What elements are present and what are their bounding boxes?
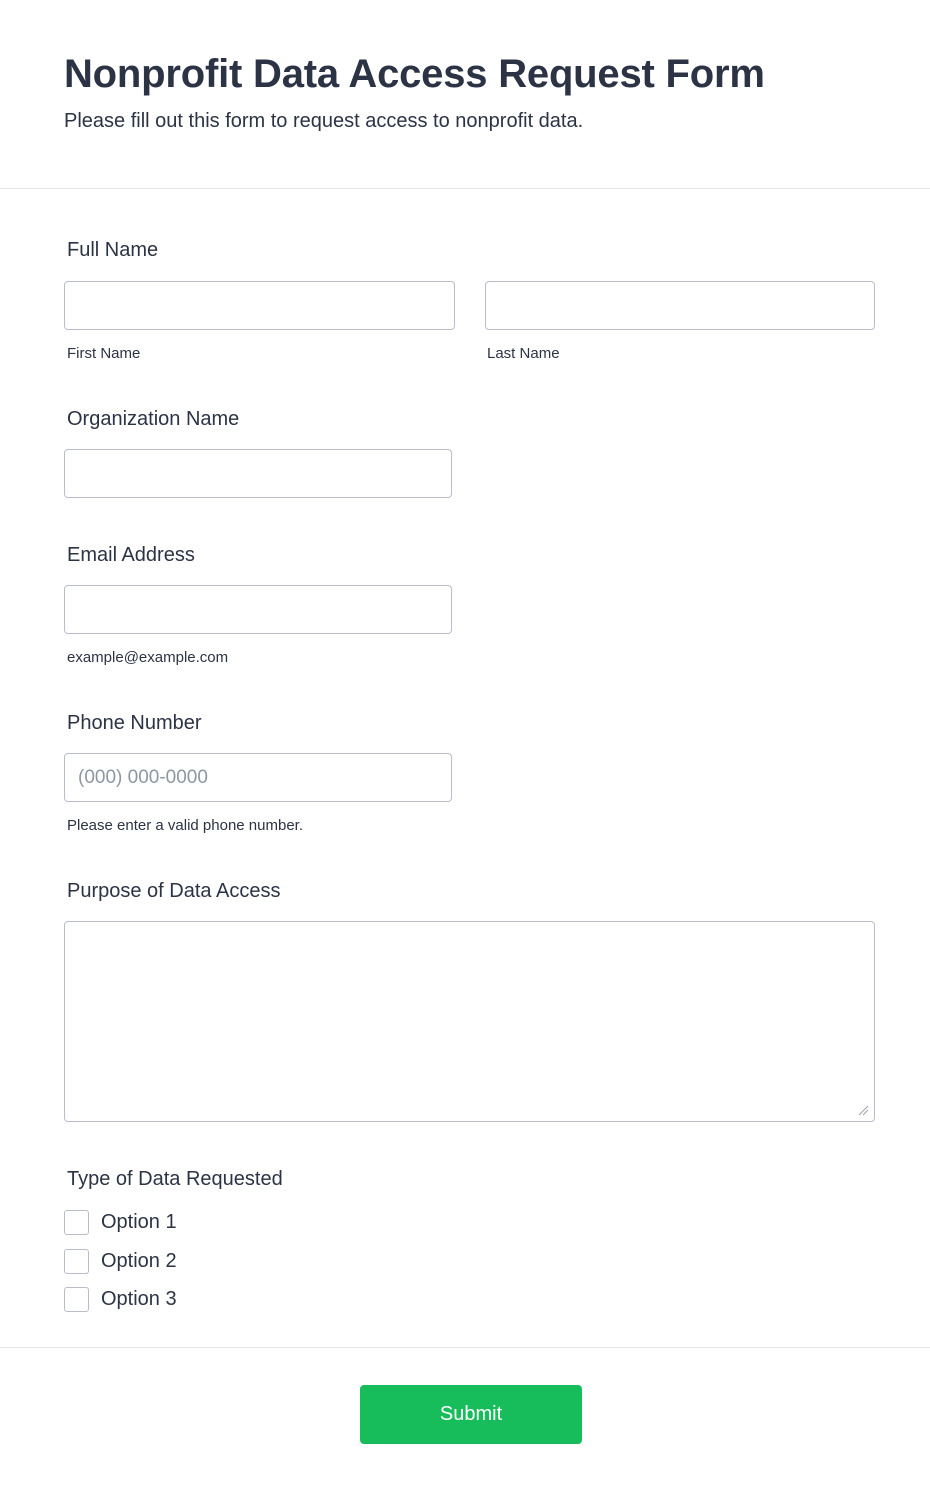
phone-sublabel: Please enter a valid phone number. bbox=[67, 817, 303, 834]
resize-grip-icon[interactable] bbox=[858, 1105, 869, 1116]
email-sublabel: example@example.com bbox=[67, 649, 229, 666]
option-2-checkbox[interactable] bbox=[64, 1249, 89, 1274]
purpose-label: Purpose of Data Access bbox=[67, 880, 281, 902]
option-3-checkbox[interactable] bbox=[64, 1287, 89, 1312]
phone-input[interactable] bbox=[64, 753, 452, 802]
first-name-input[interactable] bbox=[64, 281, 455, 330]
submit-button[interactable]: Submit bbox=[360, 1385, 582, 1444]
page-title: Nonprofit Data Access Request Form bbox=[64, 52, 765, 96]
organization-input[interactable] bbox=[64, 449, 452, 498]
option-3-label[interactable]: Option 3 bbox=[101, 1288, 177, 1310]
organization-label: Organization Name bbox=[67, 408, 240, 430]
full-name-label: Full Name bbox=[67, 239, 159, 261]
option-1-label[interactable]: Option 1 bbox=[101, 1211, 177, 1233]
data-type-option-3[interactable] bbox=[64, 1287, 364, 1313]
data-type-option-1[interactable] bbox=[64, 1210, 364, 1236]
data-type-label: Type of Data Requested bbox=[67, 1168, 283, 1190]
option-2-label[interactable]: Option 2 bbox=[101, 1250, 177, 1272]
email-label: Email Address bbox=[67, 544, 195, 566]
data-type-option-2[interactable] bbox=[64, 1249, 364, 1275]
last-name-input[interactable] bbox=[485, 281, 875, 330]
phone-label: Phone Number bbox=[67, 712, 202, 734]
purpose-textarea[interactable] bbox=[64, 921, 875, 1122]
form-header bbox=[0, 0, 930, 189]
first-name-sublabel: First Name bbox=[67, 345, 141, 362]
option-1-checkbox[interactable] bbox=[64, 1210, 89, 1235]
footer-divider bbox=[0, 1347, 930, 1348]
page-subtitle: Please fill out this form to request access to nonprofit data. bbox=[64, 110, 584, 132]
last-name-sublabel: Last Name bbox=[487, 345, 560, 362]
email-input[interactable] bbox=[64, 585, 452, 634]
